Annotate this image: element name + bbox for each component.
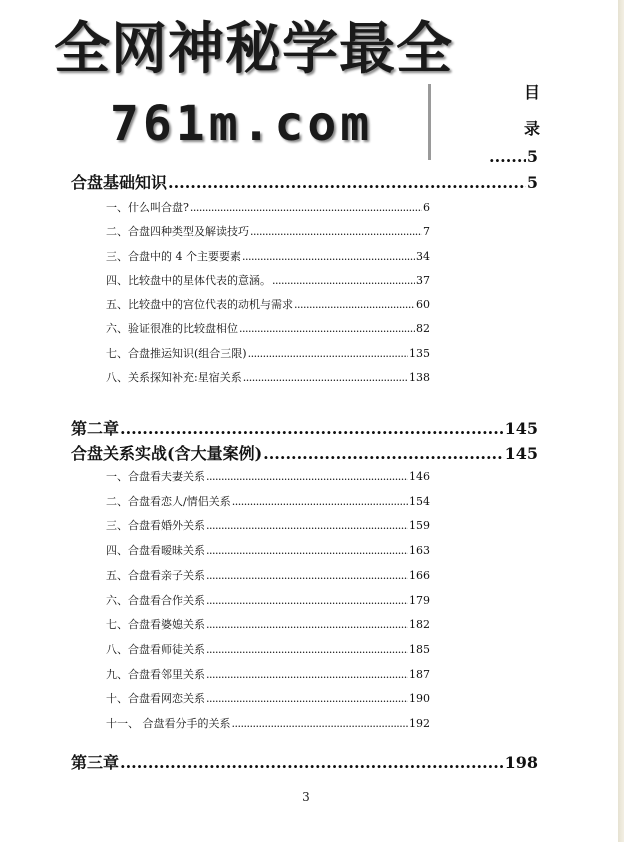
toc-leader-dots — [206, 518, 408, 534]
toc-entry-page: 138 — [409, 371, 430, 384]
toc-leader-dots — [206, 593, 408, 609]
toc-entry-level2[interactable] — [106, 543, 430, 559]
toc-entry-label: 七、合盘看婆媳关系 — [106, 618, 205, 631]
toc-entry-level1[interactable] — [71, 419, 538, 439]
toc-entry-label: 五、合盘看亲子关系 — [106, 569, 205, 582]
toc-leader-dots — [206, 617, 408, 633]
toc-entry-label: 合盘基础知识 — [71, 173, 168, 192]
toc-leader-dots — [272, 273, 415, 289]
toc-entry-level2[interactable] — [106, 249, 430, 265]
toc-entry-level2[interactable] — [106, 617, 430, 633]
toc-entry-level2[interactable] — [106, 568, 430, 584]
toc-leader-dots — [206, 691, 408, 707]
toc-leader-dots — [243, 370, 408, 386]
toc-entry-level2[interactable] — [106, 469, 430, 485]
toc-entry-level2[interactable] — [106, 224, 430, 240]
toc-leader-dots — [168, 173, 526, 193]
toc-entry-label: 一、合盘看夫妻关系 — [106, 470, 205, 483]
page-edge-shadow — [618, 0, 624, 842]
toc-entry-level1[interactable] — [488, 147, 538, 167]
toc-entry-page: 5 — [526, 173, 538, 192]
toc-entry-level2[interactable] — [106, 667, 430, 683]
toc-entry-level2[interactable] — [106, 716, 430, 732]
watermark-title: 全网神秘学最全 — [54, 17, 453, 82]
toc-leader-dots — [120, 753, 504, 773]
toc-entry-page: 190 — [409, 692, 430, 705]
toc-entry-label: 三、合盘中的 4 个主要要素 — [106, 250, 241, 263]
toc-entry-page: 6 — [423, 201, 430, 214]
watermark-logo — [38, 0, 453, 170]
toc-entry-page: 179 — [409, 594, 430, 607]
toc-entry-page: 7 — [423, 225, 430, 238]
toc-entry-label: 十、合盘看网恋关系 — [106, 692, 205, 705]
toc-leader-dots — [232, 494, 408, 510]
toc-entry-label: 二、合盘看恋人/情侣关系 — [106, 495, 231, 508]
toc-entry-page: 60 — [416, 298, 430, 311]
toc-entry-page: 187 — [409, 668, 430, 681]
toc-entry-label: 八、关系探知补充:星宿关系 — [106, 371, 242, 384]
toc-entry-label: 八、合盘看师徒关系 — [106, 643, 205, 656]
toc-entry-label: 五、比较盘中的宫位代表的动机与需求 — [106, 298, 293, 311]
toc-entry-level1[interactable] — [71, 444, 538, 464]
toc-heading-char-1: 目 — [523, 83, 540, 102]
toc-entry-level2[interactable] — [106, 346, 430, 362]
toc-entry-level2[interactable] — [106, 297, 430, 313]
toc-entry-page: 145 — [504, 444, 538, 463]
toc-entry-page: 166 — [409, 569, 430, 582]
toc-entry-page: 37 — [416, 274, 430, 287]
toc-entry-page: 192 — [409, 717, 430, 730]
toc-entry-page: 34 — [416, 250, 430, 263]
toc-entry-page: 135 — [409, 347, 430, 360]
toc-leader-dots — [206, 568, 408, 584]
toc-entry-level2[interactable] — [106, 370, 430, 386]
toc-entry-level2[interactable] — [106, 642, 430, 658]
toc-entry-label: 第三章 — [71, 753, 120, 772]
toc-entry-label: 十一、 合盘看分手的关系 — [106, 717, 231, 730]
toc-entry-page: 146 — [409, 470, 430, 483]
toc-entry-label: 四、合盘看暧昧关系 — [106, 544, 205, 557]
toc-entry-page: 154 — [409, 495, 430, 508]
toc-leader-dots — [232, 716, 409, 732]
toc-entry-label: 二、合盘四种类型及解读技巧 — [106, 225, 249, 238]
footer-page-number: 3 — [302, 790, 310, 804]
toc-leader-dots — [206, 469, 408, 485]
toc-entry-page: 182 — [409, 618, 430, 631]
toc-entry-page: 82 — [416, 322, 430, 335]
toc-leader-dots — [250, 224, 422, 240]
toc-leader-dots — [206, 543, 408, 559]
toc-entry-level2[interactable] — [106, 518, 430, 534]
toc-entry-page: 198 — [504, 753, 538, 772]
toc-leader-dots — [294, 297, 415, 313]
toc-entry-page: 145 — [504, 419, 538, 438]
toc-entry-label: 一、什么叫合盘? — [106, 201, 189, 214]
toc-entry-label: 六、合盘看合作关系 — [106, 594, 205, 607]
toc-leader-dots — [489, 147, 526, 167]
toc-entry-label: 九、合盘看邻里关系 — [106, 668, 205, 681]
toc-entry-label: 三、合盘看婚外关系 — [106, 519, 205, 532]
toc-entry-level1[interactable] — [71, 753, 538, 773]
watermark-url: 761m.com — [110, 96, 374, 152]
toc-entry-level1[interactable] — [71, 173, 538, 193]
toc-entry-label: 六、验证很准的比较盘相位 — [106, 322, 238, 335]
toc-entry-label: 四、比较盘中的星体代表的意涵。 — [106, 274, 271, 287]
toc-entry-level2[interactable] — [106, 593, 430, 609]
toc-leader-dots — [190, 200, 422, 216]
toc-entry-label: 七、合盘推运知识(组合三限) — [106, 347, 247, 360]
toc-leader-dots — [242, 249, 415, 265]
toc-entry-level2[interactable] — [106, 273, 430, 289]
toc-entry-level2[interactable] — [106, 200, 430, 216]
toc-entry-label: 合盘关系实战(含大量案例) — [71, 444, 263, 463]
toc-leader-dots — [206, 667, 408, 683]
toc-leader-dots — [248, 346, 408, 362]
toc-entry-page: 185 — [409, 643, 430, 656]
toc-entry-page: 163 — [409, 544, 430, 557]
toc-leader-dots — [263, 444, 503, 464]
toc-leader-dots — [206, 642, 408, 658]
toc-entry-level2[interactable] — [106, 321, 430, 337]
watermark-divider — [428, 84, 431, 160]
toc-entry-level2[interactable] — [106, 494, 430, 510]
toc-entry-label: 第二章 — [71, 419, 120, 438]
toc-heading-char-2: 录 — [523, 119, 540, 138]
toc-entry-page: 5 — [526, 147, 538, 166]
toc-leader-dots — [120, 419, 504, 439]
toc-leader-dots — [239, 321, 415, 337]
toc-entry-level2[interactable] — [106, 691, 430, 707]
toc-entry-page: 159 — [409, 519, 430, 532]
